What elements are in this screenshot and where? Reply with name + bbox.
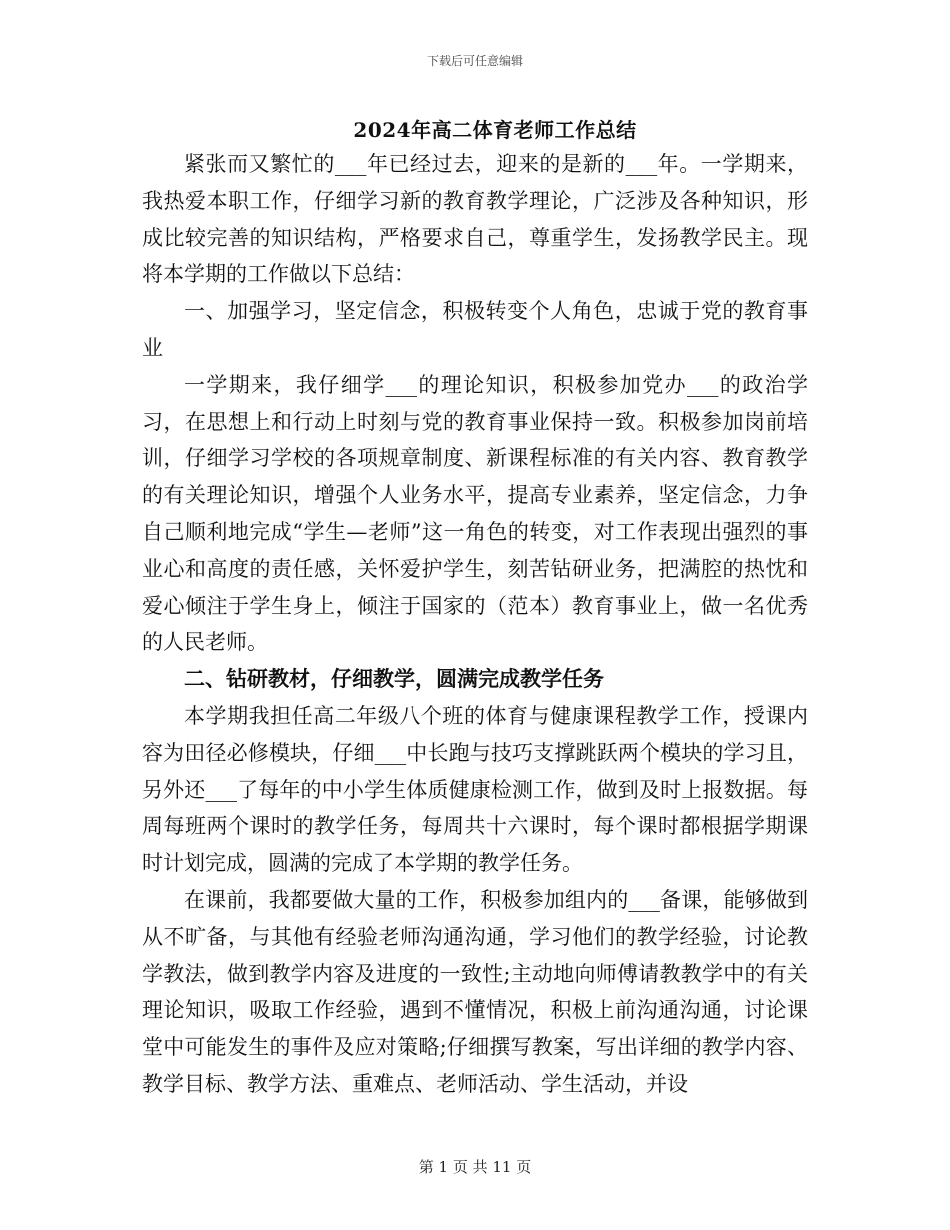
paragraph-section-2b: 在课前，我都要做大量的工作，积极参加组内的___备课，能够做到从不旷备，与其他有经验老师沟通沟通，学习他们的教学经验，讨论教学教法，做到教学内容及进度的一致性;主动地向师傅请教教学中的有关理论知识，吸取工作经验，遇到不懂情况，积极上前沟通沟通，讨论课堂中可能发生的事件及应对策略;仔细撰写教案，写出详细的教学内容、教学目标、教学方法、重难点、老师活动、学生活动，并设 <box>142 887 808 1096</box>
paragraph-section-1: 一学期来，我仔细学___的理论知识，积极参加党办___的政治学习，在思想上和行动上时刻与党的教育事业保持一致。积极参加岗前培训，仔细学习学校的各项规章制度、新课程标准的有关内容、教育教学的有关理论知识，增强个人业务水平，提高专业素养，坚定信念，力争自己顺利地完成“学生—老师”这一角色的转变，对工作表现出强烈的事业心和高度的责任感，关怀爱护学生，刻苦钻研业务，把满腔的热忱和爱心倾注于学生身上，倾注于国家的（范本）教育事业上，做一名优秀的人民老师。 <box>142 372 808 655</box>
paragraph-section-2a: 本学期我担任高二年级八个班的体育与健康课程教学工作，授课内容为田径必修模块，仔细___中长跑与技巧支撑跳跃两个模块的学习且，另外还___了每年的中小学生体质健康检测工作，做到及时上报数据。每周每班两个课时的教学任务，每周共十六课时，每个课时都根据学期课时计划完成，圆满的完成了本学期的教学任务。 <box>142 703 808 876</box>
section-heading-2: 二、钻研教材，仔细教学，圆满完成教学任务 <box>184 666 604 692</box>
document-title: 2024年高二体育老师工作总结 <box>353 118 637 142</box>
section-heading-1: 一、加强学习，坚定信念，积极转变个人角色，忠诚于党的教育事业 <box>142 299 808 360</box>
document-body <box>142 146 808 1103</box>
page-footer: 第 1 页 共 11 页 <box>418 1158 532 1176</box>
header-note: 下载后可任意编辑 <box>426 54 523 68</box>
paragraph-intro: 紧张而又繁忙的___年已经过去，迎来的是新的___年。一学期来，我热爱本职工作，仔细学习新的教育教学理论，广泛涉及各种知识，形成比较完善的知识结构，严格要求自己，尊重学生，发扬教学民主。现将本学期的工作做以下总结： <box>142 152 808 287</box>
